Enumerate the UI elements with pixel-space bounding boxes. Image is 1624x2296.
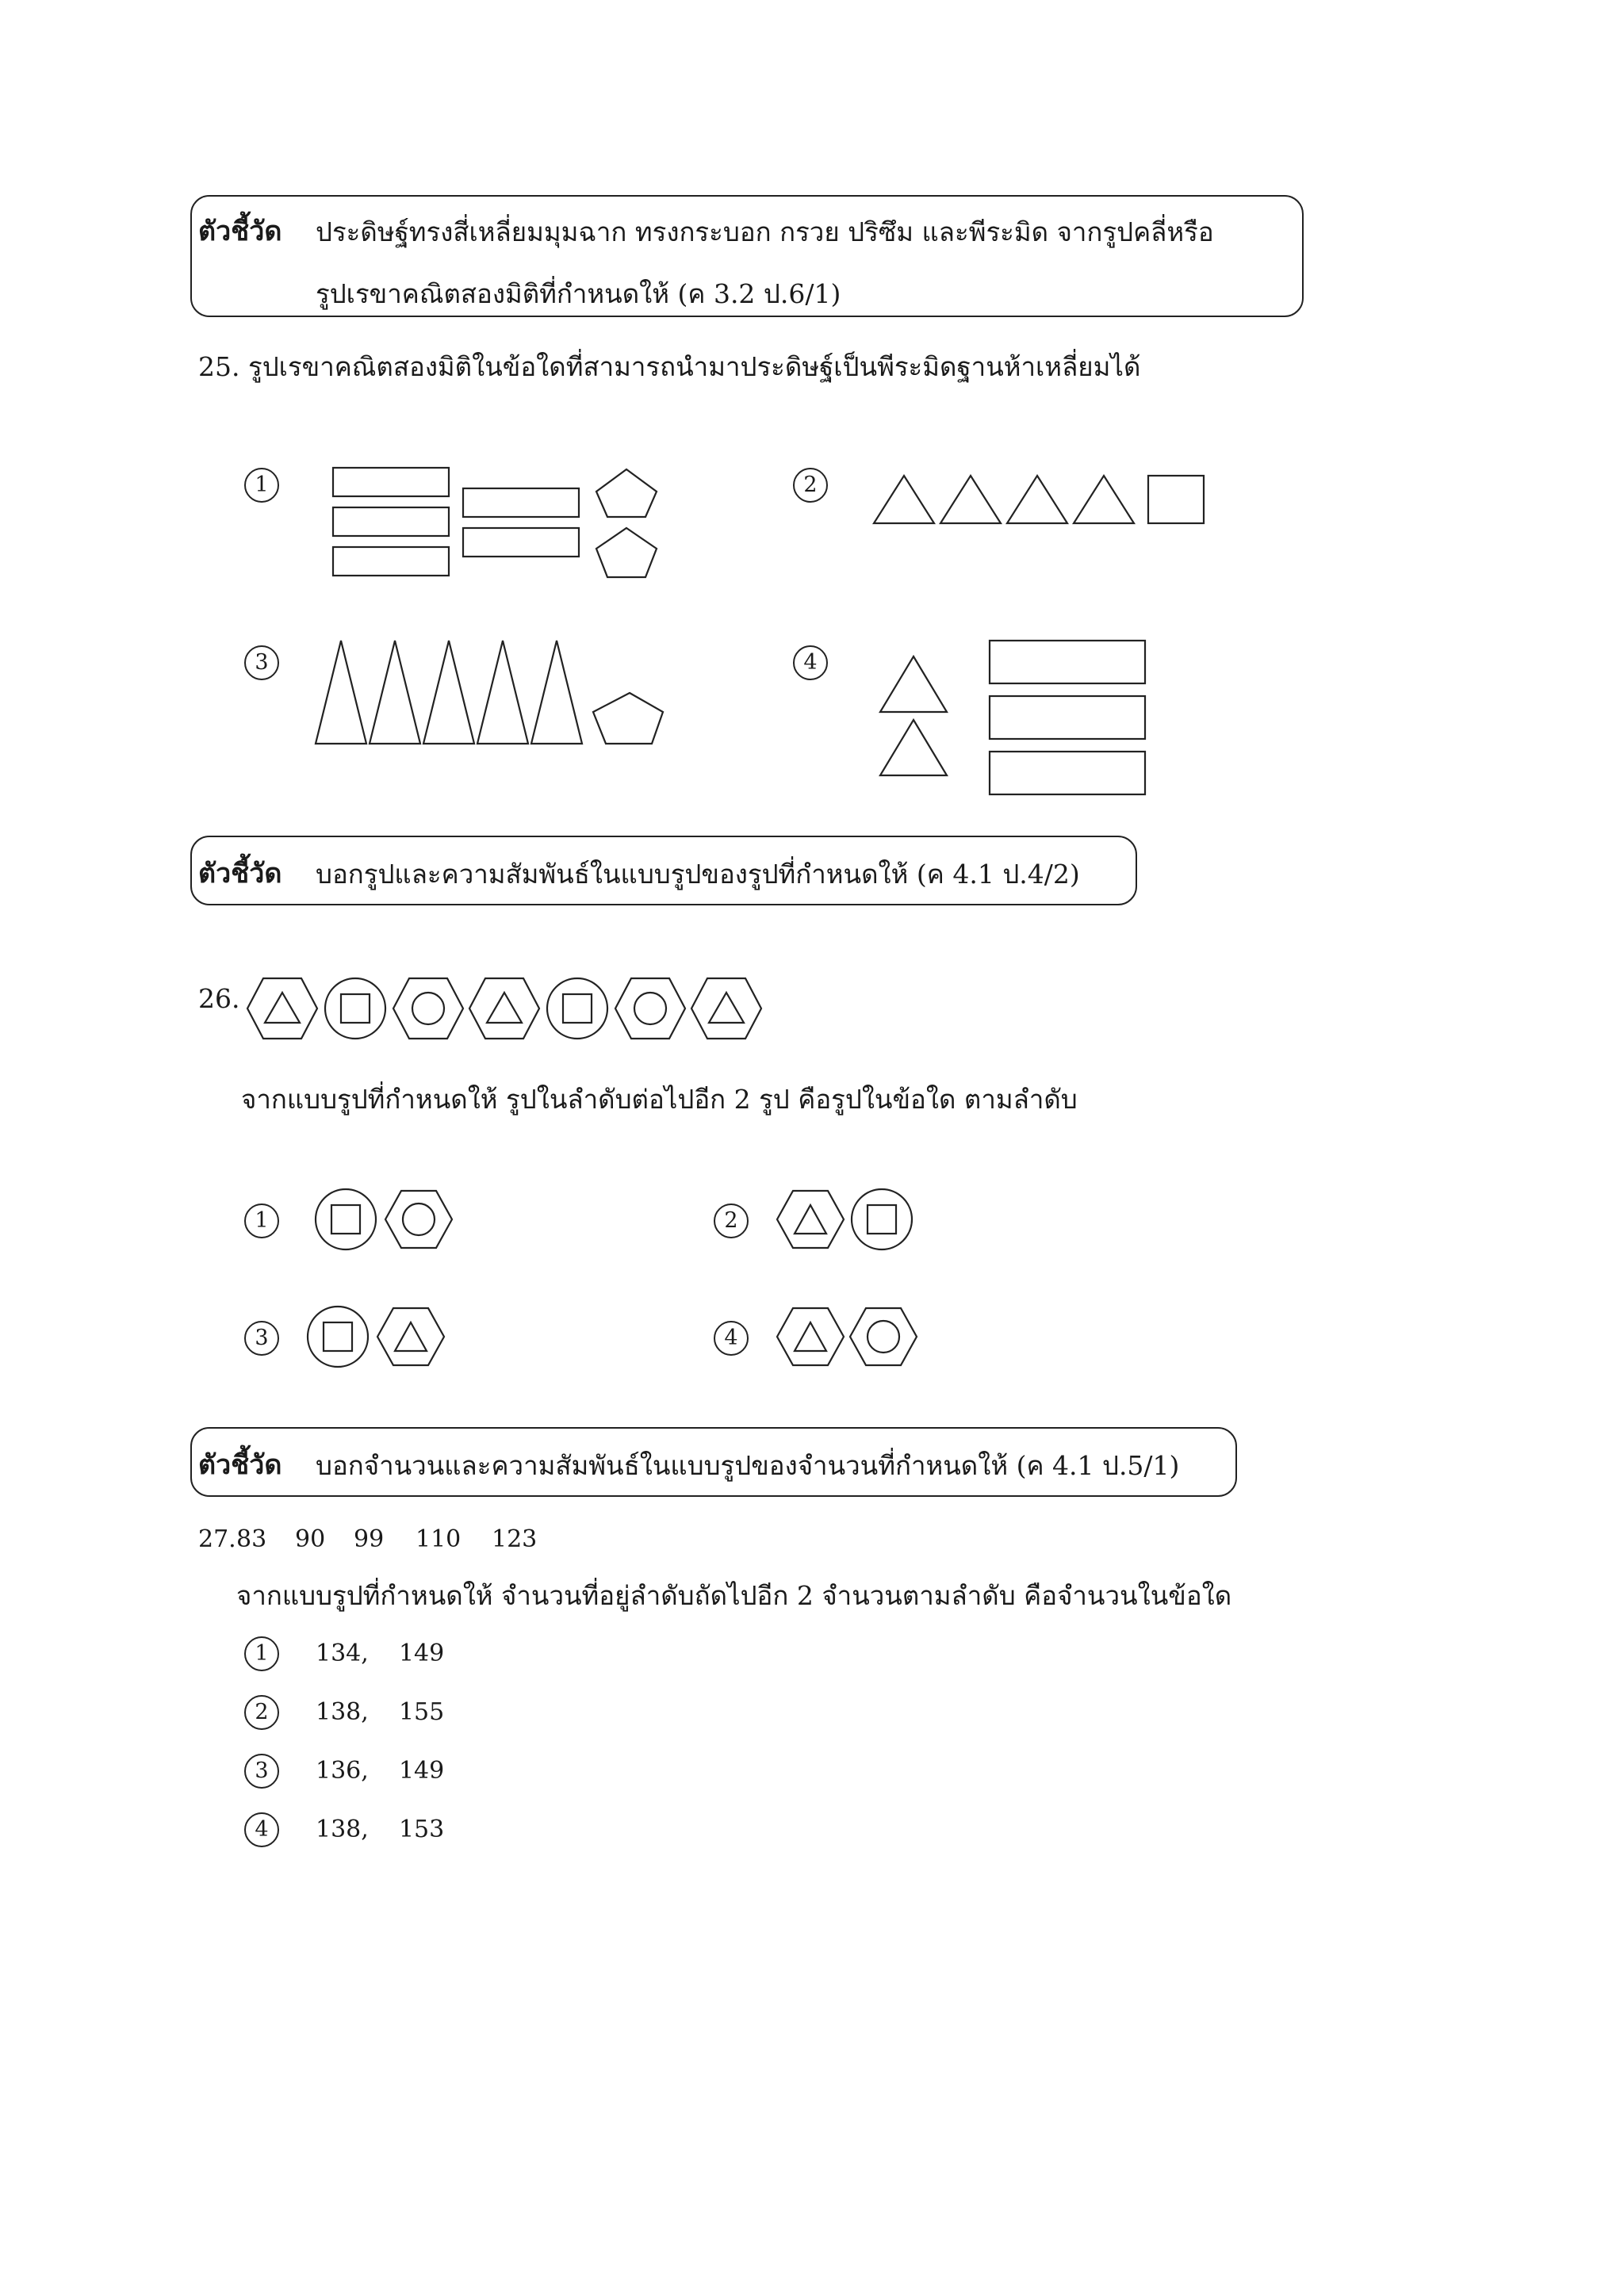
choice-number[interactable]: 2 [714,1203,749,1238]
hexagon-icon [777,1308,844,1365]
hexagon-triangle-item [469,978,539,1039]
indicator-text: บอกจำนวนและความสัมพันธ์ในแบบรูปของจำนวนที่กำหนดให้ (ค 4.1 ป.5/1) [316,1450,1180,1481]
circle-icon [308,1307,368,1367]
answer-values: 134, 149 [316,1640,445,1667]
indicator-label: ตัวชี้วัด [198,1449,282,1481]
pentagon-shape [596,528,657,577]
hexagon-icon [247,978,317,1039]
indicator-text: รูปเรขาคณิตสองมิติที่กำหนดให้ (ค 3.2 ป.6/1) [316,278,841,309]
triangle-shape [880,656,947,712]
sequence-number: 90 [295,1525,326,1553]
choice-number[interactable]: 1 [244,468,279,503]
hexagon-triangle-item [691,978,761,1039]
choice-number[interactable]: 1 [244,1636,279,1671]
tall-triangle-shape [316,641,366,744]
sequence-number: 99 [354,1525,385,1553]
hexagon-icon [377,1308,444,1365]
rectangle-shape [333,507,449,536]
sequence-number: 123 [492,1525,538,1553]
hexagon-icon [469,978,539,1039]
option-2-net-figure [872,473,1221,536]
choice-number[interactable]: 4 [714,1321,749,1356]
triangle-icon [265,993,300,1023]
square-icon [341,994,370,1023]
circle-icon [868,1321,899,1353]
circle-icon [634,993,666,1024]
choice-number[interactable]: 3 [244,1754,279,1789]
indicator-text: บอกรูปและความสัมพันธ์ในแบบรูปของรูปที่กำหนดให้ (ค 4.1 ป.4/2) [316,859,1080,890]
option-3-pattern-figure [306,1305,457,1372]
triangle-icon [395,1322,427,1351]
choice-number[interactable]: 2 [244,1695,279,1730]
triangle-shape [880,720,947,775]
triangle-icon [709,993,744,1023]
hexagon-icon [393,978,463,1039]
option-4-pattern-figure [776,1305,926,1372]
answer-values: 138, 155 [316,1698,445,1726]
square-icon [331,1205,360,1234]
pentagon-shape [593,693,663,744]
rectangle-shape [333,547,449,576]
rectangle-shape [990,641,1145,683]
indicator-text: ประดิษฐ์ทรงสี่เหลี่ยมมุมฉาก ทรงกระบอก กรวย ปริซึม และพีระมิด จากรูปคลี่หรือ [316,216,1214,247]
hexagon-circle-item [615,978,685,1039]
circle-icon [852,1189,912,1249]
hexagon-icon [615,978,685,1039]
circle-icon [325,978,385,1039]
option-3-net-figure [314,637,671,756]
tall-triangle-shape [477,641,528,744]
circle-icon [547,978,607,1039]
hexagon-icon [691,978,761,1039]
circle-square-item [325,978,385,1039]
rectangle-shape [990,752,1145,794]
question-27-number: 27. [198,1525,236,1553]
triangle-icon [487,993,522,1023]
question-27-text: จากแบบรูปที่กำหนดให้ จำนวนที่อยู่ลำดับถัดไปอีก 2 จำนวนตามลำดับ คือจำนวนในข้อใด [236,1580,1232,1611]
choice-number[interactable]: 2 [793,468,828,503]
option-1-net-figure [330,465,663,584]
triangle-shape [1007,476,1067,523]
triangle-shape [940,476,1001,523]
rectangle-shape [463,488,579,517]
triangle-icon [795,1205,826,1234]
circle-icon [316,1189,376,1249]
choice-number[interactable]: 1 [244,1203,279,1238]
question-26-text: จากแบบรูปที่กำหนดให้ รูปในลำดับต่อไปอีก 2 รูป คือรูปในข้อใด ตามลำดับ [241,1084,1078,1115]
square-shape [1148,476,1204,523]
rectangle-shape [463,528,579,557]
question-25-text: 25. รูปเรขาคณิตสองมิติในข้อใดที่สามารถนำมาประดิษฐ์เป็นพีระมิดฐานห้าเหลี่ยมได้ [198,351,1141,382]
square-icon [324,1322,352,1351]
choice-number[interactable]: 3 [244,1321,279,1356]
rectangle-shape [990,696,1145,739]
indicator-label: ตัวชี้วัด [198,858,282,890]
option-4-net-figure [877,637,1147,796]
answer-values: 136, 149 [316,1757,445,1785]
hexagon-icon [385,1191,452,1248]
option-2-pattern-figure [776,1188,926,1254]
tall-triangle-shape [423,641,474,744]
rectangle-shape [333,468,449,496]
square-icon [868,1205,896,1234]
circle-icon [403,1203,435,1235]
pentagon-shape [596,469,657,517]
choice-number[interactable]: 4 [244,1812,279,1847]
hexagon-icon [777,1191,844,1248]
triangle-shape [874,476,934,523]
pattern-sequence-figure [246,974,793,1045]
hexagon-icon [850,1308,917,1365]
choice-number[interactable]: 4 [793,645,828,680]
tall-triangle-shape [370,641,420,744]
indicator-label: ตัวชี้วัด [198,216,282,247]
hexagon-circle-item [393,978,463,1039]
option-1-pattern-figure [314,1188,465,1254]
choice-number[interactable]: 3 [244,645,279,680]
circle-icon [412,993,444,1024]
sequence-number: 110 [416,1525,462,1553]
sequence-number: 83 [236,1525,267,1553]
question-26-number: 26. [198,983,240,1014]
tall-triangle-shape [531,641,582,744]
hexagon-triangle-item [247,978,317,1039]
circle-square-item [547,978,607,1039]
answer-values: 138, 153 [316,1816,445,1843]
square-icon [563,994,592,1023]
triangle-shape [1074,476,1134,523]
triangle-icon [795,1322,826,1351]
